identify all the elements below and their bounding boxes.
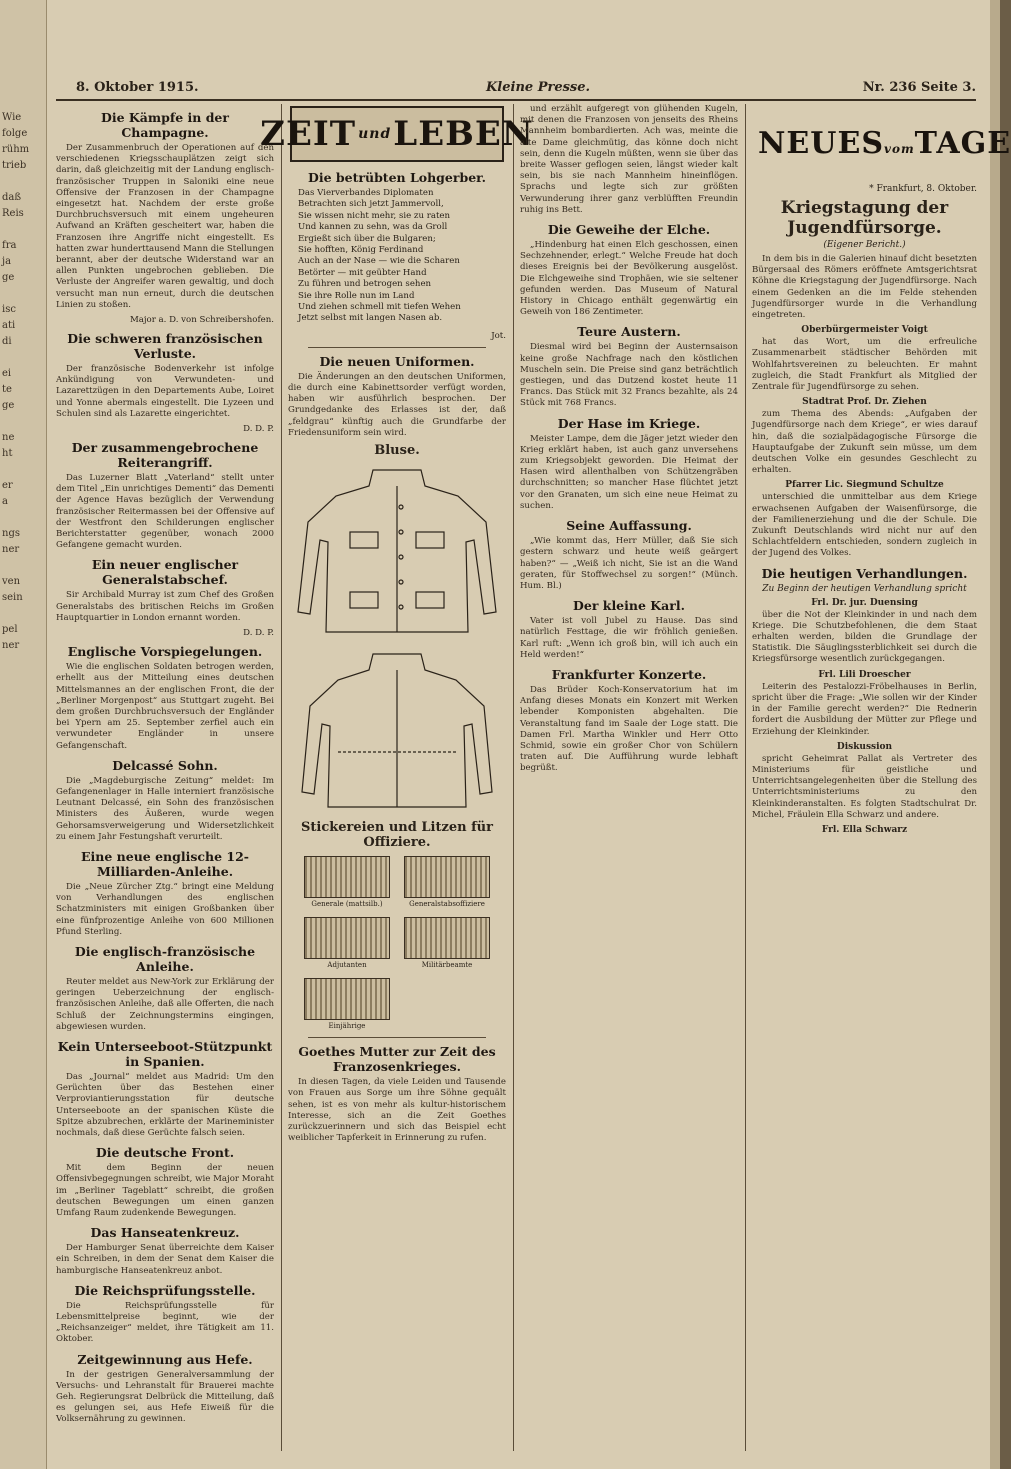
separator xyxy=(308,347,486,348)
article-text: Sir Archibald Murray ist zum Chef des Großen Generalstabs des britischen Reichs im Großen Hauptquartier in London ernannt worden. xyxy=(56,590,274,623)
logo-word-leben: LEBEN xyxy=(393,114,534,154)
column-2 xyxy=(260,104,534,1451)
article-text: Der französische Bodenverkehr ist infolge Ankündigung von Verwundeten- und Lazarettzügen in den Departements Aube, Loiret und Yonne abermals eingestellt. Die Lyzeen und Schulen sind als Lazarette eingerichtet. xyxy=(56,364,274,419)
speaker-text: über die Not der Kleinkinder in und nach dem Kriege. Die Schutzbefohlenen, die dem Staat erhalten werden, bilden die Grundlage der Statistik. Die Säuglingssterblichkeit sei durch die Kriegsfürsorge wesentlich zurückgegangen. xyxy=(752,609,977,665)
insignia-label: Militärbeamte xyxy=(421,961,473,970)
insignia-label: Adjutanten xyxy=(327,961,367,970)
article-text: Das Luzerner Blatt „Vaterland“ stellt unter dem Titel „Ein unrichtiges Dementi“ das Dementi der Agence Havas bezüglich der Verwendung französischer Reitermassen bei der Offensive auf der Westfront den Schilderungen englischer Berichterstatter gegenüber, wonach 2000 Gefangene gemacht wurden. xyxy=(56,473,274,551)
uniform-title: Die neuen Uniformen. xyxy=(319,353,475,369)
article-text: Diesmal wird bei Beginn der Austernsaison keine große Nachfrage nach den köstlichen Muscheln sein. Die Preise sind ganz beträchtlich gestiegen, und das Dutzend kostet heute 11 Francs. Das Stück mit 32 Francs bezahlte, als 24 Stück mit 768 Francs. xyxy=(520,342,738,409)
header-rule xyxy=(56,99,976,101)
logo-text xyxy=(758,126,1011,161)
discussion-text: spricht Geheimrat Pallat als Vertreter des Ministeriums für geistliche und Unterrichtsangelegenheiten über die Stellung des Unterrichtsministeriums zu den Kleinkinderanstalten. Es folgten Stadtschulrat Dr. Michel, Fräulein Ella Schwarz und andere. xyxy=(752,753,977,820)
heute-subtitle: Zu Beginn der heutigen Verhandlung spricht xyxy=(762,583,967,594)
insignia-swatch xyxy=(404,856,490,898)
speaker-text: Leiterin des Pestalozzi-Fröbelhauses in Berlin, spricht über die Frage: „Wie sollen wir der Kinder in der Familie gerecht werden?“ Die Rednerin fordert die Ausbildung der Mütter zur Pflege und Erziehung der Kleinkinder. xyxy=(752,681,977,737)
article-title: Kriegstagung der Jugendfürsorge. xyxy=(780,198,949,238)
article-title: Frankfurter Konzerte. xyxy=(551,666,707,682)
stickereien-caption: Stickereien und Litzen für Offiziere. xyxy=(301,820,493,851)
article-title: Seine Auffassung. xyxy=(566,518,692,534)
page-edge xyxy=(990,0,1000,1469)
insignia-label: Generalstabsoffiziere xyxy=(409,900,485,909)
page-header xyxy=(56,76,976,98)
neues-vom-tage-logo xyxy=(752,108,1011,178)
article-title: Die englisch-französische Anleihe. xyxy=(74,943,256,974)
uniform-illustration xyxy=(288,462,506,812)
goethe-text: In diesen Tagen, da viele Leiden und Tausende von Frauen aus Sorge um ihre Söhne gequält sehen, ist es von mehr als kultur-historischem Interesse, sich an die Zeit Goethes zurückzuerinnern und sich das Beispiel echt weiblicher Tapferkeit in Erinnerung zu rufen. xyxy=(288,1077,506,1144)
goethe-title: Goethes Mutter zur Zeit des Franzosenkrieges. xyxy=(298,1044,496,1075)
bluse-caption: Bluse. xyxy=(374,443,420,459)
insignia-swatch xyxy=(304,917,390,959)
article-title: Die Kämpfe in der Champagne. xyxy=(101,110,229,140)
article-text: und erzählt aufgeregt von glühenden Kugeln, mit denen die Franzosen von jenseits des Rheins Mannheim bombardierten. Ach was, meinte die alte Dame gleichmütig, das könne doch nicht sein, denn die Kugeln müßten, wenn sie über das breite Wasser geflogen seien, längst wieder kalt sein, bis sie nach Mannheim hineinflögen. Sprachs und legte sich zur größten Verwunderung ihrer ganz verblüfften Freundin ruhig ins Bett. xyxy=(520,104,738,215)
article-title: Kein Unterseeboot-Stützpunkt in Spanien. xyxy=(57,1038,273,1069)
speaker-name: Stadtrat Prof. Dr. Ziehen xyxy=(802,397,927,408)
logo-word-zeit: ZEIT xyxy=(260,114,357,154)
article-text: Meister Lampe, dem die Jäger jetzt wieder den Krieg erklärt haben, ist auch ganz unversehens zum Kriegsobjekt geworden. Die Heimat der Hasen wird allenthalben von Schützengräben durchschnitten; so mancher Hase flüchtet jetzt vor den Granaten, um sich eine neue Heimat zu suchen. xyxy=(520,433,738,511)
article-title: Ein neuer englischer Generalstabschef. xyxy=(91,557,239,588)
article-title: Zeitgewinnung aus Hefe. xyxy=(77,1351,253,1367)
poem-text: Das Vierverbandes Diplomaten Betrachten sich jetzt Jammervoll, Sie wissen nicht mehr, sie zu raten Und kannen zu sehn, was da Groll Ergießt sich über die Bulgaren; Sie hofften, König Ferdinand Auch an der Nase — wie die Scharen Betörter — mit geübter Hand Zu führen und betrogen sehen Sie ihre Rolle nun im Land Und ziehen schmell mit tiefen Wehen Jetzt selbst mit langen Nasen ab. xyxy=(298,188,461,324)
insignia-swatch xyxy=(304,978,390,1020)
uniform-text: Die Änderungen an den deutschen Uniformen, die durch eine Kabinettsorder verfügt worden, haben wir ausführlich besprochen. Der Grundgedanke des Erlasses ist der, daß „feldgrau“ künftig auch die Grundfarbe der Friedensuniform sein wird. xyxy=(288,371,506,438)
separator xyxy=(308,1037,486,1038)
header-issue: Nr. 236 Seite 3. xyxy=(862,80,976,95)
speaker-name: Frl. Ella Schwarz xyxy=(821,824,908,835)
insignia-label: Generale (mattsilb.) xyxy=(311,900,383,909)
dateline: * Frankfurt, 8. Oktober. xyxy=(869,184,977,194)
article-title: Teure Austern. xyxy=(577,324,681,340)
column-1 xyxy=(56,104,274,1451)
insignia-grid xyxy=(304,856,490,1031)
article-text: „Hindenburg hat einen Elch geschossen, einen Sechzehnender, erlegt.“ Welche Freude hat doch dieses Ereignis bei der Bevölkerung ausgelöst. Die Elchgeweihe sind Trophäen, wie sie seltener gefunden werden. Das Museum of Natural History in Chicago enthält gegenwärtig ein Geweih von 186 Zentimeter. xyxy=(520,240,738,318)
article-title: Der zusammengebrochene Reiterangriff. xyxy=(71,440,259,471)
speaker-name: Oberbürgermeister Voigt xyxy=(801,325,928,336)
article-signature: D. D. P. xyxy=(243,424,274,435)
article-text: „Wie kommt das, Herr Müller, daß Sie sich gestern schwarz und heute weiß geärgert haben?“ — „Weiß ich nicht, Sie ist an die Wand geraten, für Stoffwechsel zu sorgen!“ (Münch. Hum. Bl.) xyxy=(520,536,738,591)
speaker-name: Frl. Lili Droescher xyxy=(818,669,911,680)
insignia-label: Einjährige xyxy=(328,1022,366,1031)
article-text: Das „Journal“ meldet aus Madrid: Um den Gerüchten über das Bestehen einer Verproviantierungsstation für deutsche Unterseeboote an der spanischen Küste die Spitze abzubrechen, erklärte der Marineminister nochmals, daß diese Gerüchte falsch seien. xyxy=(56,1071,274,1138)
article-text: Wie die englischen Soldaten betrogen werden, erhellt aus der Mitteilung eines deutschen Mittelsmannes an der englischen Front, die der „Berliner Morgenpost“ aus Stuttgart zugeht. Bei dem großen Durchbruchsversuch der Engländer bei Ypern am 25. September zerfiel auch ein verwundeter Engländer in unsere Gefangenschaft. xyxy=(56,662,274,751)
article-text: In der gestrigen Generalversammlung der Versuchs- und Lehranstalt für Brauerei machte Geh. Regierungsrat Delbrück die Mitteilung, daß es gelungen sei, aus Hefe Eiweiß für die Volksernährung zu gewinnen. xyxy=(56,1369,274,1425)
article-title: Eine neue englische 12-Milliarden-Anleihe. xyxy=(80,848,249,879)
article-signature: D. D. P. xyxy=(243,628,274,639)
speaker-name: Frl. Dr. jur. Duensing xyxy=(811,597,918,608)
column-4 xyxy=(752,104,1011,1451)
article-title: Das Hanseatenkreuz. xyxy=(90,1225,240,1241)
column-rule xyxy=(745,104,746,1451)
article-title: Englische Vorspiegelungen. xyxy=(67,644,263,660)
logo-word-neues: NEUES xyxy=(758,125,884,161)
article-title: Die Geweihe der Elche. xyxy=(547,222,711,238)
article-text: Der Zusammenbruch der Operationen auf den verschiedenen Kriegsschauplätzen zeigt sich darin, daß gleichzeitig mit der Landung englisch-französischer Truppen in Saloniki eine neue Offensive der Franzosen in der Champagne eingesetzt hat. Nachdem der erste große Durchbruchsversuch mit einem ungeheuren Aufwand an Kräften gescheitert war, haben die Franzosen ihre Angriffe nicht eingestellt. Es hatten zwar hunderttausend Mann die Stellungen berannt, aber der deutsche Widerstand war an allen Punkten ungebrochen geblieben. Die Verluste der Angreifer waren gewaltig, und doch versucht man nun erneut, durch die deutschen Linien zu stoßen. xyxy=(56,143,274,310)
speaker-text: hat das Wort, um die erfreuliche Zusammenarbeit städtischer Behörden mit Wohlfahrtsvereinen zu beleuchten. Er mahnt zugleich, die Stadt Frankfurt als Mitglied der Zentrale für Jugendfürsorge zu sehen. xyxy=(752,337,977,393)
column-rule xyxy=(281,104,282,1451)
article-text: Mit dem Beginn der neuen Offensivbegegnungen schreibt, wie Major Moraht im „Berliner Tageblatt“ schreibt, die großen deutschen Bewegungen um einen ganzen Umfang Raum zudenkende Bewegungen. xyxy=(56,1163,274,1218)
poem-title: Die betrübten Lohgerber. xyxy=(308,170,486,185)
header-date: 8. Oktober 1915. xyxy=(76,80,199,95)
speaker-text: zum Thema des Abends: „Aufgaben der Jugendfürsorge nach dem Kriege“, er wies darauf hin, daß die sozialpädagogische Fürsorge die Hauptaufgabe der Zukunft sein müsse, um dem deutschen Volke ein gesundes Geschlecht zu erhalten. xyxy=(752,409,977,476)
article-text: Die „Magdeburgische Zeitung“ meldet: Im Gefangenenlager in Halle interniert französische Leutnant Delcassé, ein Sohn des französischen Ministers des Äußeren, wurde wegen Gehorsamsverweigerung und Widersetzlichkeit zu einem Jahr Festungshaft verurteilt. xyxy=(56,775,274,842)
zeit-und-leben-logo xyxy=(260,106,534,162)
article-text: Vater ist voll Jubel zu Hause. Das sind natürlich Festtage, die wir fröhlich genießen. Karl ruft: „Wenn ich groß bin, will ich auch ein Held werden!“ xyxy=(520,616,738,660)
article-text: Die „Neue Zürcher Ztg.“ bringt eine Meldung von Verhandlungen des englischen Schatzministers mit einigen Großbanken über eine fünfprozentige Anleihe von 600 Millionen Pfund Sterling. xyxy=(56,881,274,937)
article-title: Die schweren französischen Verluste. xyxy=(67,331,263,362)
speaker-list xyxy=(752,325,977,559)
article-signature: Major a. D. von Schreibershofen. xyxy=(129,315,274,326)
article-intro: In dem bis in die Galerien hinauf dicht besetzten Bürgersaal des Römers eröffnete Amtsgerichtsrat Köhne die Kriegstagung der Jugendfürsorge. Nach einem Gedenken an die im Felde stehenden Jugendfürsorger wurde in die Verhandlung eingetreten. xyxy=(752,254,977,321)
logo-word-und: und xyxy=(358,126,392,142)
insignia-swatch xyxy=(404,917,490,959)
article-title: Der kleine Karl. xyxy=(573,598,685,614)
poem-signature: Jot. xyxy=(491,330,506,341)
article-text: Reuter meldet aus New-York zur Erklärung der geringen Ueberzeichnung der englisch-französischen Anleihe, daß alle Offerten, die nach Schluß der Zeichnungstermins eingingen, abgewiesen wurden. xyxy=(56,976,274,1032)
article-subtitle: (Eigener Bericht.) xyxy=(823,240,906,250)
article-title: Delcassé Sohn. xyxy=(112,757,218,773)
speaker-name: Pfarrer Lic. Siegmund Schultze xyxy=(785,480,944,491)
discussion-heading: Diskussion xyxy=(836,741,893,752)
article-text: Der Hamburger Senat überreichte dem Kaiser ein Schreiben, in dem der Senat dem Kaiser die hamburgische Hanseatenkreuz anbot. xyxy=(56,1243,274,1276)
column-rule xyxy=(513,104,514,1451)
adjacent-page-strip xyxy=(0,0,47,1469)
article-text: Die Reichsprüfungsstelle für Lebensmittelpreise beginnt, wie der „Reichsanzeiger“ meldet, ihre Tätigkeit am 11. Oktober. xyxy=(56,1300,274,1345)
heute-title: Die heutigen Verhandlungen. xyxy=(761,565,968,581)
article-title: Der Hase im Kriege. xyxy=(557,415,701,431)
header-paper-name: Kleine Presse. xyxy=(486,80,591,95)
logo-word-vom: vom xyxy=(883,141,915,156)
column-3 xyxy=(520,104,738,1451)
speaker-text: unterschied die unmittelbar aus dem Kriege erwachsenen Aufgaben der Waisenfürsorge, die der Familienerziehung und die der Schule. Die Zukunft Deutschlands wird nicht nur auf den Schlachtfeldern entschieden, sondern zugleich in der Jugend des Volkes. xyxy=(752,492,977,559)
insignia-swatch xyxy=(304,856,390,898)
adjacent-page-text: Wie folge rühm trieb daß Reis fra ja ge isc ati di ei te ge ne ht er a ngs ner ven sein pel ner xyxy=(2,112,30,651)
article-text: Das Brüder Koch-Konservatorium hat im Anfang dieses Monats ein Konzert mit Werken lebender Komponisten abgehalten. Die Veranstaltung fand im Saale der Loge statt. Die Damen Frl. Martha Winkler und Herr Otto Schmid, sowie ein großer Chor von Schülern traten auf. Die Aufführung wurde lebhaft begrüßt. xyxy=(520,684,738,774)
article-title: Die Reichsprüfungsstelle. xyxy=(74,1282,256,1298)
article-title: Die deutsche Front. xyxy=(95,1145,235,1161)
logo-word-tage: TAGE xyxy=(914,125,1011,161)
